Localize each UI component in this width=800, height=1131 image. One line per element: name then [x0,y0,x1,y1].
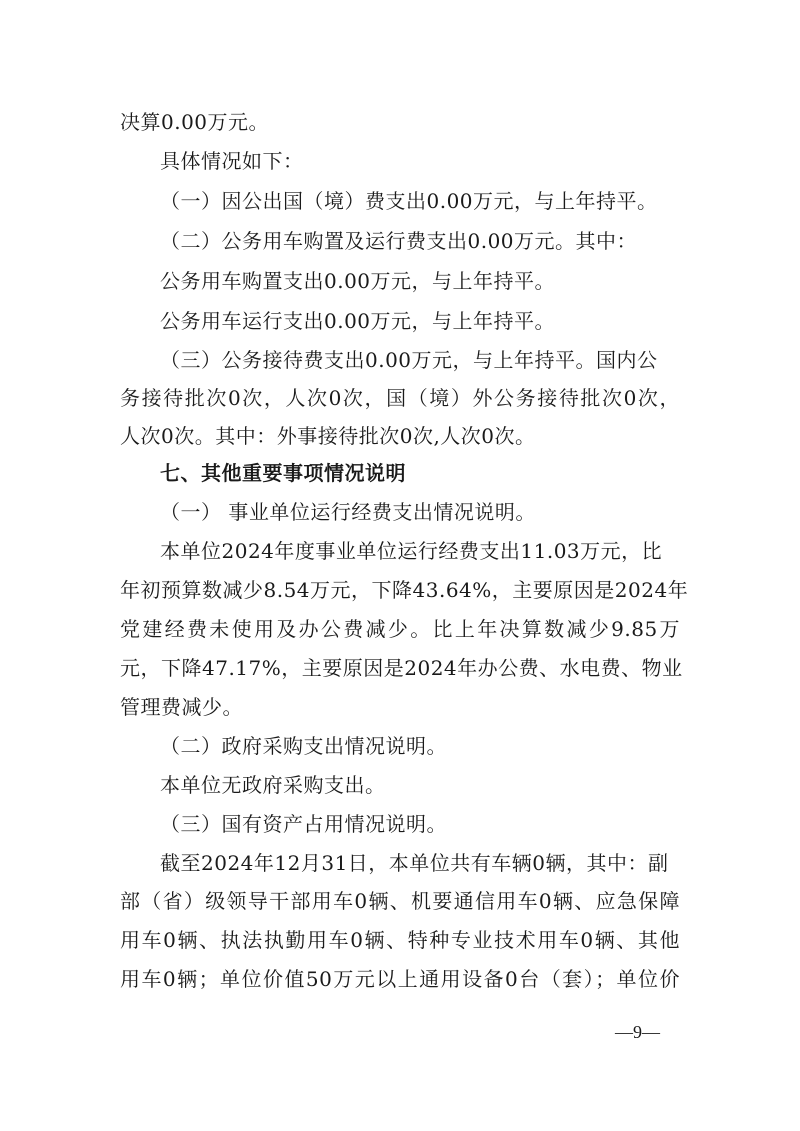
text-line: （三）国有资产占用情况说明。 [160,812,447,836]
text-line: （三）公务接待费支出0.00万元，与上年持平。国内公 [160,348,658,372]
text-line: 本单位2024年度事业单位运行经费支出11.03万元，比 [160,539,663,563]
text-line: （二）政府采购支出情况说明。 [160,734,447,758]
text-line: 务接待批次0次，人次0次，国（境）外公务接待批次0次， [120,386,680,410]
text-line: 管理费减少。 [120,695,243,719]
text-line: 用车0辆；单位价值50万元以上通用设备0台（套）；单位价 [120,967,680,991]
text-line: 年初预算数减少8.54万元，下降43.64%，主要原因是2024年 [120,578,689,602]
section-heading: 七、其他重要事项情况说明 [160,461,406,485]
text-line: 人次0次。其中：外事接待批次0次,人次0次。 [120,424,536,448]
text-line: （一） 事业单位运行经费支出情况说明。 [160,500,536,524]
text-line: 决算0.00万元。 [120,110,270,134]
text-line: 党建经费未使用及办公费减少。比上年决算数减少9.85万 [120,617,680,641]
text-line: 用车0辆、执法执勤用车0辆、特种专业技术用车0辆、其他 [120,928,680,952]
text-line: 本单位无政府采购支出。 [160,773,386,797]
text-line: 部（省）级领导干部用车0辆、机要通信用车0辆、应急保障 [120,889,680,913]
text-line: （一）因公出国（境）费支出0.00万元，与上年持平。 [160,189,658,213]
text-line: （二）公务用车购置及运行费支出0.00万元。其中： [160,229,638,253]
text-line: 公务用车购置支出0.00万元，与上年持平。 [160,269,556,293]
text-line: 具体情况如下： [160,149,304,173]
text-line: 截至2024年12月31日，本单位共有车辆0辆，其中：副 [160,851,669,875]
page-number: —9— [615,1022,660,1042]
text-line: 公务用车运行支出0.00万元，与上年持平。 [160,309,556,333]
text-line: 元，下降47.17%，主要原因是2024年办公费、水电费、物业 [120,656,683,680]
